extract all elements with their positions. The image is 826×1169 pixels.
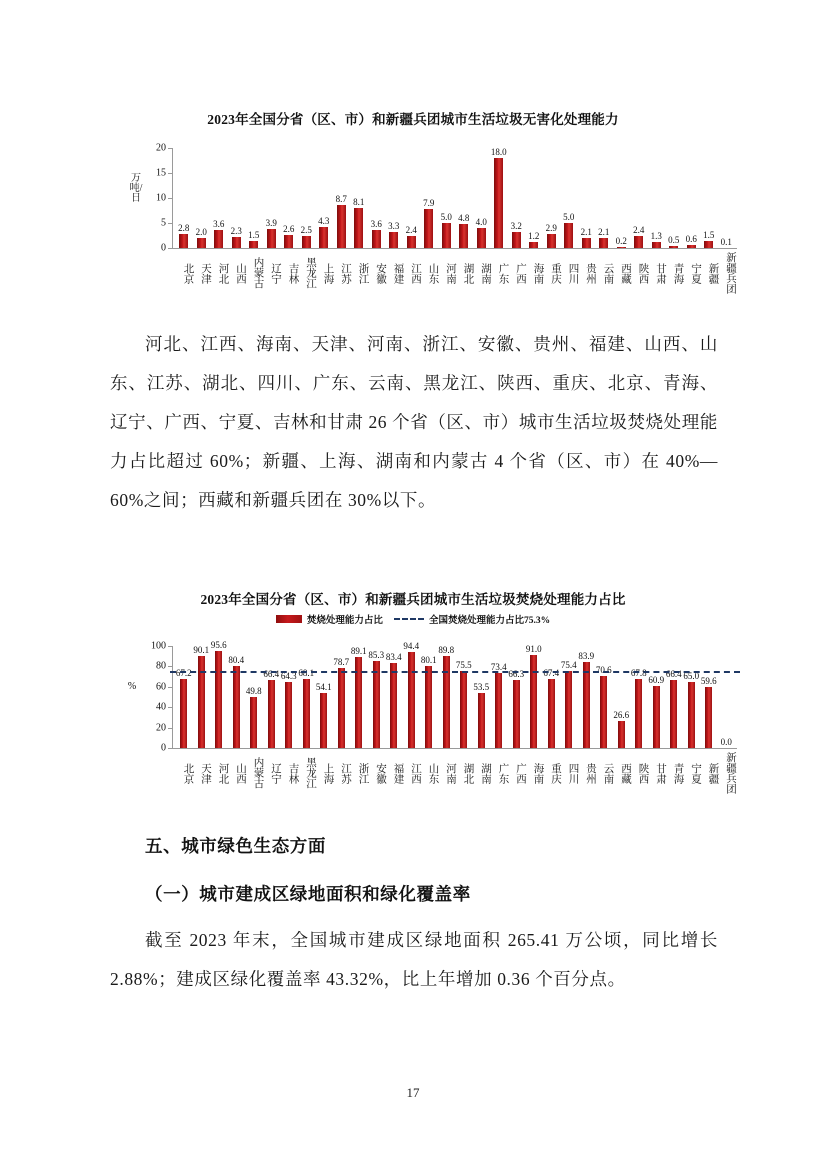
bar-column: [683, 148, 701, 248]
legend-bar-label: 焚烧处理能力占比: [306, 616, 383, 626]
bar-value-label: 2.0: [195, 227, 207, 237]
bar-column: [350, 646, 368, 748]
bar: [390, 663, 397, 748]
bar-value-label: 65.0: [683, 670, 700, 681]
y-tick-label: 20: [156, 142, 166, 154]
x-tick-label: 青海: [672, 762, 684, 784]
bar-value-label: 53.5: [473, 682, 490, 693]
bar-value-label: 3.6: [213, 219, 225, 229]
bar-column: [490, 148, 508, 248]
bar: [722, 248, 731, 249]
bar-value-label: 1.2: [528, 231, 540, 241]
bar: [564, 223, 573, 248]
x-tick-label: 四川: [567, 762, 579, 784]
chart-2-xaxis-labels: [175, 752, 735, 794]
x-tick-label: 河北: [217, 262, 229, 284]
x-tick-label: 宁夏: [690, 762, 701, 784]
bar: [354, 208, 363, 249]
bar-column: [420, 646, 438, 748]
bar-column: [490, 646, 508, 748]
x-tick-label: 吉林: [287, 762, 299, 784]
x-tick-label: 海南: [532, 262, 544, 284]
x-tick-label: 北京: [182, 262, 194, 284]
bar: [513, 680, 520, 748]
bar-column: [385, 646, 403, 748]
bar: [389, 232, 398, 249]
bar-value-label: 7.9: [423, 197, 435, 208]
bar-column: [473, 646, 491, 748]
bar-value-label: 2.3: [230, 225, 242, 236]
page-number: 17: [406, 1085, 420, 1100]
x-tick-label: 山西: [235, 262, 246, 284]
chart-1-ylabel: 万吨/日: [129, 173, 143, 205]
x-tick-label: 甘肃: [655, 262, 666, 284]
bar-value-label: 2.9: [545, 222, 557, 233]
bar: [408, 652, 415, 748]
bar-column: [630, 148, 648, 248]
bar: [635, 679, 642, 748]
x-tick-label: 云南: [602, 762, 614, 784]
bar-column: [403, 148, 421, 248]
bar: [583, 662, 590, 748]
x-tick-label: 云南: [602, 262, 614, 284]
x-tick-label: 重庆: [550, 262, 561, 284]
bar-value-label: 8.7: [335, 193, 347, 204]
bar-value-label: 2.5: [300, 224, 312, 235]
bar-value-label: 91.0: [525, 644, 542, 655]
bar: [232, 237, 241, 249]
subsection-heading-green-area: （一）城市建成区绿地面积和绿化覆盖率: [145, 884, 471, 904]
bar: [512, 232, 521, 248]
bar: [705, 687, 712, 748]
bar: [600, 676, 607, 748]
x-tick-label: 福建: [392, 762, 404, 784]
bar-column: [315, 646, 333, 748]
bar: [338, 668, 345, 748]
x-tick-label: 西藏: [620, 262, 631, 284]
x-tick-label: 湖南: [480, 262, 491, 284]
bar-column: [210, 639, 228, 748]
bar-column: [315, 148, 333, 248]
bar-value-label: 54.1: [315, 681, 332, 692]
bar: [372, 230, 381, 248]
x-tick-label: 内蒙古: [252, 757, 264, 789]
bar-value-label: 2.8: [178, 223, 190, 233]
x-tick-label: 广西: [515, 762, 526, 784]
x-tick-label: 江苏: [340, 762, 351, 784]
bar: [443, 656, 450, 748]
bar: [565, 671, 572, 748]
bar-value-label: 70.6: [595, 665, 612, 675]
x-tick-label: 天津: [200, 262, 211, 284]
bar-column: [263, 646, 281, 748]
bar: [197, 238, 206, 248]
bar-column: [333, 148, 351, 248]
bar: [704, 241, 713, 249]
bar-column: [298, 646, 316, 748]
x-tick-label: 安徽: [375, 262, 386, 284]
bar-column: [700, 148, 718, 248]
x-tick-label: 广东: [497, 762, 509, 784]
bar: [249, 241, 258, 249]
bar: [548, 679, 555, 748]
bar-value-label: 67.2: [175, 668, 192, 679]
bar: [670, 680, 677, 748]
x-tick-label: 河北: [217, 762, 229, 784]
x-tick-label: 宁夏: [690, 262, 701, 284]
chart-1-waste-treatment-capacity: [0, 108, 826, 328]
bar-column: [525, 148, 543, 248]
bar-value-label: 0.1: [720, 236, 732, 247]
paragraph-incineration-share: 河北、江西、海南、天津、河南、浙江、安徽、贵州、福建、山西、山东、江苏、湖北、四川、广东、云南、黑龙江、陕西、重庆、北京、青海、辽宁、广西、宁夏、吉林和甘肃 26 个省（区、市）城市生活垃圾焚烧处理能力占比超过 60%；新疆、上海、湖南和内蒙古 4 个省（区、市）在 40%—60%之间；西藏和新疆兵团在 30%以下。: [110, 334, 718, 510]
bar-column: [403, 640, 421, 748]
bar-value-label: 0.5: [668, 234, 680, 245]
bar: [424, 209, 433, 249]
chart-1-xaxis-line: [172, 248, 737, 249]
x-tick-label: 江苏: [340, 262, 351, 284]
x-tick-label: 新疆兵团: [725, 252, 736, 294]
chart-1-yaxis-line: [172, 148, 173, 248]
bar-column: [455, 148, 473, 248]
bar-column: [613, 148, 631, 248]
chart-1-plot: [0, 128, 826, 328]
bar-value-label: 83.4: [385, 651, 402, 662]
bar-column: [210, 148, 228, 248]
bar: [268, 680, 275, 748]
paragraph-green-area-stats: 截至 2023 年末，全国城市建成区绿地面积 265.41 万公顷，同比增长 2.88%；建成区绿化覆盖率 43.32%，比上年增加 0.36 个百分点。: [110, 930, 718, 989]
bar: [582, 238, 591, 249]
bar-value-label: 5.0: [563, 212, 575, 222]
bar: [337, 205, 346, 249]
bar-value-label: 80.1: [420, 655, 437, 666]
bar-column: [613, 646, 631, 748]
bar-column: [595, 148, 613, 248]
bar-column: [683, 646, 701, 748]
bar: [425, 666, 432, 748]
bar: [303, 679, 310, 748]
bar-column: [595, 646, 613, 748]
bar-column: [560, 148, 578, 248]
bar: [302, 236, 311, 249]
bar: [547, 234, 556, 249]
bar-column: [228, 646, 246, 748]
bar: [285, 682, 292, 748]
chart-2-yaxis-ticks: [138, 640, 166, 754]
bar: [215, 651, 222, 749]
bar-value-label: 89.8: [438, 645, 455, 656]
bar-column: [175, 646, 193, 748]
chart-2-incineration-share: [0, 588, 826, 840]
x-tick-label: 山东: [427, 262, 439, 284]
bar-value-label: 2.1: [580, 226, 592, 237]
bar-column: [438, 148, 456, 248]
chart-1-yaxis-ticks: [142, 142, 166, 254]
bar: [653, 686, 660, 748]
bar-column: [543, 646, 561, 748]
chart-2-xaxis-line: [172, 748, 737, 749]
bar-column: [280, 148, 298, 248]
x-tick-label: 贵州: [585, 262, 596, 284]
bar-column: [560, 646, 578, 748]
bar-column: [228, 148, 246, 248]
bar-column: [280, 646, 298, 748]
bar-column: [630, 646, 648, 748]
bar: [478, 693, 485, 748]
y-tick-label: 40: [156, 701, 166, 713]
bar-column: [718, 646, 736, 748]
x-tick-label: 新疆: [707, 762, 719, 784]
chart-2-title: 2023年全国分省（区、市）和新疆兵团城市生活垃圾焚烧处理能力占比: [200, 592, 626, 607]
bar: [198, 656, 205, 748]
bar-value-label: 90.1: [193, 645, 210, 656]
chart-2-legend: [0, 612, 826, 626]
bar: [250, 697, 257, 748]
bar-column: [368, 646, 386, 748]
x-tick-label: 西藏: [620, 762, 631, 784]
bar-column: [368, 148, 386, 248]
bar-value-label: 8.1: [353, 196, 365, 207]
bar: [494, 158, 503, 248]
x-tick-label: 上海: [322, 262, 334, 284]
x-tick-label: 湖北: [462, 262, 474, 284]
section-heading-green-ecology: 五、城市绿色生态方面: [145, 836, 326, 856]
chart-1-bars: [175, 148, 735, 248]
bar-value-label: 78.7: [333, 656, 350, 667]
bar-column: [385, 148, 403, 248]
bar-value-label: 68.1: [298, 667, 315, 678]
bar-value-label: 1.3: [650, 230, 662, 241]
bar: [407, 236, 416, 248]
bar-column: [193, 148, 211, 248]
x-tick-label: 福建: [392, 262, 404, 284]
x-tick-label: 辽宁: [270, 762, 281, 784]
bar-value-label: 26.6: [613, 709, 630, 720]
x-tick-label: 黑龙江: [305, 257, 316, 289]
chart-2-plot: [0, 630, 826, 840]
chart-2-reference-line: [170, 671, 740, 673]
x-tick-label: 广东: [497, 262, 509, 284]
y-tick-label: 0: [161, 242, 166, 254]
bar-value-label: 0.0: [720, 737, 732, 747]
bar-value-label: 64.3: [280, 671, 297, 682]
x-tick-label: 新疆: [707, 262, 719, 284]
bar: [442, 223, 451, 248]
y-tick-label: 20: [156, 722, 166, 734]
chart-2-bars: [175, 639, 735, 748]
bar-value-label: 89.1: [350, 646, 367, 657]
bar-value-label: 59.6: [700, 676, 717, 687]
x-tick-label: 重庆: [550, 762, 561, 784]
chart-2-ylabel: %: [127, 681, 137, 692]
chart-1-title: 2023年全国分省（区、市）和新疆兵团城市生活垃圾无害化处理能力: [207, 112, 619, 127]
x-tick-label: 浙江: [357, 762, 369, 784]
x-tick-label: 广西: [515, 262, 526, 284]
bar-value-label: 73.4: [490, 662, 507, 673]
x-tick-label: 四川: [567, 262, 579, 284]
bar-value-label: 3.3: [388, 220, 400, 231]
bar-value-label: 3.9: [265, 217, 277, 228]
legend-bar-swatch: [276, 615, 302, 623]
bar-value-label: 3.6: [370, 219, 382, 229]
bar-column: [455, 646, 473, 748]
bar-column: [193, 646, 211, 748]
bar-value-label: 60.9: [648, 674, 665, 685]
bar: [214, 230, 223, 248]
bar-value-label: 67.8: [630, 667, 647, 678]
x-tick-label: 上海: [322, 762, 334, 784]
bar: [179, 234, 188, 248]
bar: [495, 673, 502, 748]
x-tick-label: 山西: [235, 762, 246, 784]
bar-column: [438, 646, 456, 748]
bar-value-label: 66.4: [263, 669, 280, 680]
bar-value-label: 2.4: [633, 225, 645, 235]
bar-value-label: 95.6: [210, 639, 227, 650]
bar-value-label: 1.5: [248, 229, 260, 240]
bar-column: [508, 148, 526, 248]
bar: [599, 238, 608, 249]
bar-column: [420, 148, 438, 248]
bar-column: [263, 148, 281, 248]
bar-column: [525, 646, 543, 748]
bar-column: [298, 148, 316, 248]
x-tick-label: 青海: [672, 262, 684, 284]
bar-value-label: 75.5: [455, 660, 472, 670]
bar-column: [175, 148, 193, 248]
bar-column: [700, 646, 718, 748]
bar: [373, 661, 380, 748]
x-tick-label: 浙江: [357, 262, 369, 284]
bar: [687, 245, 696, 248]
bar-column: [648, 646, 666, 748]
x-tick-label: 新疆兵团: [725, 752, 736, 794]
bar-value-label: 1.5: [703, 229, 715, 240]
x-tick-label: 河南: [445, 762, 456, 784]
bar-value-label: 4.3: [318, 215, 330, 226]
y-tick-label: 5: [161, 217, 166, 229]
x-tick-label: 北京: [182, 762, 194, 784]
bar-value-label: 2.6: [283, 224, 295, 234]
y-tick-label: 80: [156, 660, 166, 672]
bar-value-label: 49.8: [245, 686, 262, 697]
bar: [688, 682, 695, 748]
bar: [618, 721, 625, 748]
chart-1-xaxis-labels: [175, 252, 735, 294]
x-tick-label: 湖南: [480, 762, 491, 784]
bar: [319, 227, 328, 249]
bar-value-label: 5.0: [440, 212, 452, 222]
bar-column: [543, 148, 561, 248]
x-tick-label: 贵州: [585, 762, 596, 784]
bar-value-label: 67.4: [543, 668, 560, 679]
bar: [529, 242, 538, 248]
x-tick-label: 内蒙古: [252, 257, 264, 289]
bar: [617, 247, 626, 248]
bar: [180, 679, 187, 748]
x-tick-label: 海南: [532, 762, 544, 784]
x-tick-label: 湖北: [462, 762, 474, 784]
bar-value-label: 80.4: [228, 655, 245, 665]
legend-line-label: 全国焚烧处理能力占比75.3%: [428, 616, 551, 626]
bar: [669, 246, 678, 249]
x-tick-label: 甘肃: [655, 762, 666, 784]
bar-value-label: 94.4: [403, 640, 420, 651]
bar-column: [333, 646, 351, 748]
bar-column: [578, 148, 596, 248]
chart-2-yaxis-line: [172, 646, 173, 748]
x-tick-label: 陕西: [637, 762, 649, 784]
bar-column: [245, 148, 263, 248]
y-tick-label: 60: [156, 681, 166, 693]
bar-value-label: 75.4: [560, 660, 577, 671]
x-tick-label: 江西: [410, 762, 421, 784]
x-tick-label: 天津: [200, 762, 211, 784]
x-tick-label: 吉林: [287, 262, 299, 284]
bar-value-label: 66.3: [508, 669, 525, 680]
x-tick-label: 黑龙江: [305, 757, 316, 789]
bar: [284, 235, 293, 248]
bar-value-label: 18.0: [490, 147, 507, 157]
bar: [233, 666, 240, 748]
bar-column: [665, 148, 683, 248]
bar: [634, 236, 643, 248]
bar: [267, 229, 276, 249]
x-tick-label: 山东: [427, 762, 439, 784]
y-tick-label: 15: [156, 167, 166, 179]
x-tick-label: 江西: [410, 262, 421, 284]
bar-value-label: 2.4: [405, 225, 417, 235]
bar: [459, 224, 468, 248]
bar-column: [665, 646, 683, 748]
bar-column: [718, 148, 736, 248]
bar-column: [648, 148, 666, 248]
bar: [477, 228, 486, 248]
legend-line-swatch: [394, 618, 424, 620]
x-tick-label: 陕西: [637, 262, 649, 284]
x-tick-label: 安徽: [375, 762, 386, 784]
bar-value-label: 4.0: [475, 217, 487, 227]
bar: [652, 242, 661, 249]
bar-value-label: 4.8: [458, 213, 470, 223]
bar-value-label: 3.2: [510, 221, 522, 231]
x-tick-label: 河南: [445, 262, 456, 284]
bar-value-label: 83.9: [578, 651, 595, 662]
bar: [320, 693, 327, 748]
bar-value-label: 2.1: [598, 226, 610, 237]
bar: [460, 671, 467, 748]
bar: [530, 655, 537, 748]
bar-value-label: 0.6: [685, 234, 697, 244]
bar-column: [508, 646, 526, 748]
bar-column: [245, 646, 263, 748]
bar-column: [350, 148, 368, 248]
bar-column: [578, 646, 596, 748]
y-tick-label: 100: [151, 640, 166, 652]
bar-column: [473, 148, 491, 248]
bar-value-label: 66.4: [665, 669, 682, 680]
bar-value-label: 85.3: [368, 650, 385, 660]
bar-value-label: 0.2: [615, 236, 627, 246]
y-tick-label: 10: [156, 192, 166, 204]
y-tick-label: 0: [161, 742, 166, 754]
x-tick-label: 辽宁: [270, 262, 281, 284]
